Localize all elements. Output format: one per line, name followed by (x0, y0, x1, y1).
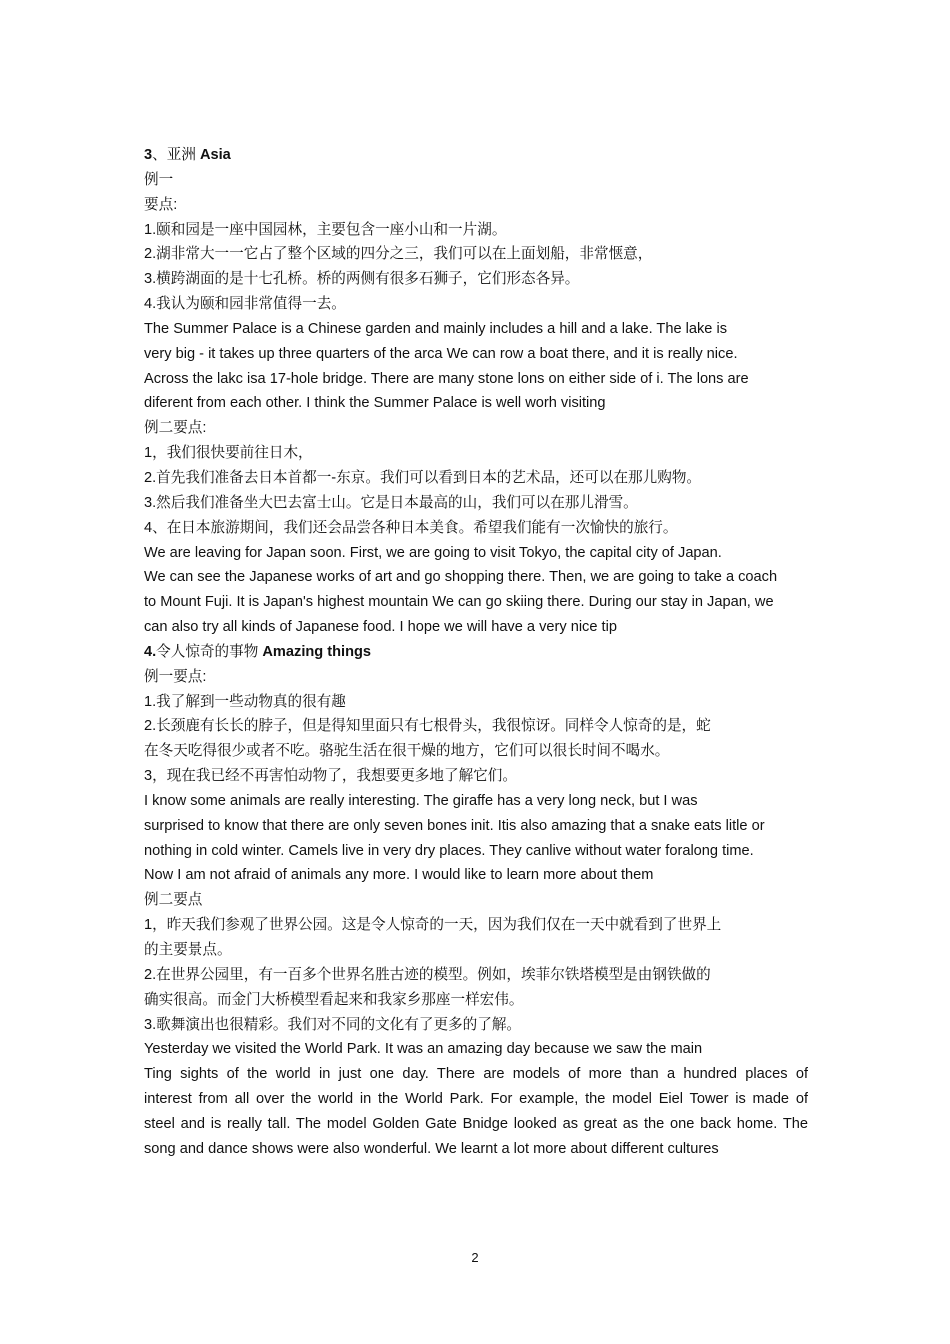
key-point: 3.歌舞演出也很精彩。我们对不同的文化有了更多的了解。 (144, 1016, 522, 1033)
key-point: 1.我了解到一些动物真的很有趣 (144, 693, 346, 710)
essay-line: can also try all kinds of Japanese food. I hope we will have a very nice tip (144, 619, 617, 636)
essay-line: song and dance shows were also wonderful. We learnt a lot more about different cultures (144, 1140, 719, 1157)
example-key-points-label: 例二要点: (144, 420, 207, 437)
key-points-label: 要点: (144, 196, 178, 213)
essay-line: The Summer Palace is a Chinese garden and mainly includes a hill and a lake. The lake is (144, 320, 727, 337)
key-point: 4、在日本旅游期间，我们还会品尝各种日本美食。希望我们能有一次愉快的旅行。 (144, 519, 678, 536)
essay-line: to Mount Fuji. It is Japan's highest mountain We can go skiing there. During our stay in Japan, we (144, 594, 774, 611)
essay-line: diferent from each other. I think the Summer Palace is well worh visiting (144, 395, 606, 412)
key-point: 2.长颈鹿有长长的脖子，但是得知里面只有七根骨头，我很惊讶。同样令人惊奇的是，蛇 (144, 718, 711, 735)
section-heading-asia (144, 143, 808, 168)
key-point: 4.我认为颐和园非常值得一去。 (144, 296, 346, 313)
essay-line: We can see the Japanese works of art and go shopping there. Then, we are going to take a coach (144, 569, 778, 586)
key-point: 3.横跨湖面的是十七孔桥。桥的两侧有很多石狮子，它们形态各异。 (144, 271, 580, 288)
section-title-en: Amazing things (262, 643, 372, 660)
key-point: 1，我们很快要前往日木， (144, 445, 313, 462)
key-point: 1.颐和园是一座中国园林，主要包含一座小山和一片湖。 (144, 221, 507, 238)
section-number: 3 (144, 147, 153, 163)
section-title-cn: 令人惊奇的事物 (156, 643, 263, 660)
key-point: 1，昨天我们参观了世界公园。这是令人惊奇的一天，因为我们仅在一天中就看到了世界上 (144, 917, 722, 934)
section-title-en: Asia (199, 147, 231, 163)
example-key-points-label: 例一要点: (144, 668, 207, 685)
example-label: 例一 (144, 171, 174, 188)
essay-line: Across the lakc isa 17-hole bridge. There are many stone lons on either side of i. The lons are (144, 370, 749, 387)
essay-line: Ting sights of the world in just one day. There are models of more than a hundred places of (144, 1066, 808, 1083)
essay-line: We are leaving for Japan soon. First, we are going to visit Tokyo, the capital city of Japan. (144, 544, 722, 561)
key-point: 2.湖非常大一一它占了整个区域的四分之三，我们可以在上面划船，非常惬意， (144, 246, 653, 263)
key-point: 确实很高。而金门大桥模型看起来和我家乡那座一样宏伟。 (144, 991, 524, 1008)
essay-line: very big - it takes up three quarters of the arca We can row a boat there, and it is really nice. (144, 345, 738, 362)
key-point: 3，现在我已经不再害怕动物了，我想要更多地了解它们。 (144, 768, 517, 785)
essay-line: steel and is really tall. The model Golden Gate Bnidge looked as great as the one back home. The (144, 1115, 808, 1132)
key-point: 在冬天吃得很少或者不吃。骆驼生活在很干燥的地方，它们可以很长时间不喝水。 (144, 743, 670, 760)
key-point: 3.然后我们准备坐大巴去富士山。它是日本最高的山，我们可以在那儿滑雪。 (144, 494, 638, 511)
example-key-points-label: 例二要点 (144, 892, 203, 909)
page-number: 2 (471, 1250, 479, 1265)
key-point: 的主要景点。 (144, 942, 232, 958)
essay-line: Yesterday we visited the World Park. It was an amazing day because we saw the main (144, 1041, 703, 1058)
key-point: 2.在世界公园里，有一百多个世界名胜古迹的模型。例如，埃菲尔铁塔模型是由钢铁做的 (144, 966, 711, 983)
section-title-cn: 、亚洲 (152, 147, 200, 163)
section-number: 4. (144, 643, 157, 660)
essay-line: nothing in cold winter. Camels live in very dry places. They canlive without water foralong time. (144, 842, 754, 859)
section-heading-amazing-things (144, 640, 808, 665)
essay-line: interest from all over the world in the World Park. For example, the model Eiel Tower is made of (144, 1091, 808, 1108)
essay-line: I know some animals are really interesting. The giraffe has a very long neck, but I was (144, 792, 698, 809)
essay-line: surprised to know that there are only seven bones init. Itis also amazing that a snake eats litle or (144, 817, 765, 834)
key-point: 2.首先我们准备去日本首都一-东京。我们可以看到日本的艺术品，还可以在那儿购物。 (144, 469, 702, 486)
page-content (144, 143, 808, 1162)
essay-line: Now I am not afraid of animals any more. I would like to learn more about them (144, 867, 654, 884)
